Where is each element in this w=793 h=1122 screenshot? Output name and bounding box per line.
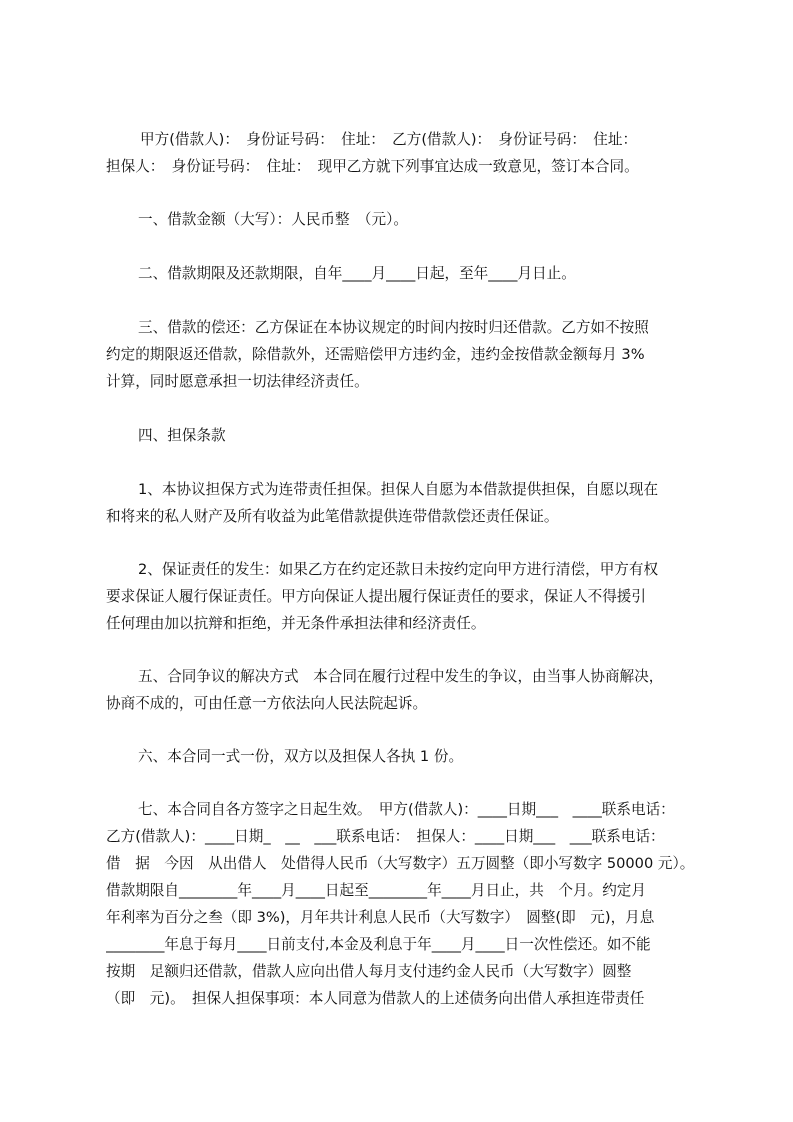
clause-7-line-4: 借款期限自________年____月____日起至________年____月日止，共 个月。约定月: [106, 882, 646, 899]
clause-4-1-line-1: 1、本协议担保方式为连带责任担保。担保人自愿为本借款提供担保，自愿以现在: [138, 481, 659, 498]
clause-3-line-1: 三、借款的偿还：乙方保证在本协议规定的时间内按时归还借款。乙方如不按照: [138, 319, 649, 336]
clause-4-2-line-2: 要求保证人履行保证责任。甲方向保证人提出履行保证责任的要求，保证人不得援引: [106, 588, 646, 605]
clause-7-line-2: 乙方(借款人)：____日期_ __ ___联系电话： 担保人：____日期___ ___联系电话：: [106, 828, 665, 845]
clause-5-line-2: 协商不成的，可由任意一方依法向人民法院起诉。: [106, 695, 428, 712]
clause-7-line-7: 按期 足额归还借款，借款人应向出借人每月支付违约金人民币（大写数字）圆整: [106, 963, 632, 980]
clause-5-line-1: 五、合同争议的解决方式 本合同在履行过程中发生的争议，由当事人协商解决，: [138, 668, 664, 685]
clause-7-line-1: 七、本合同自各方签字之日起生效。 甲方(借款人)：____日期___ ____联系电话：: [138, 801, 675, 818]
clause-4-1-line-2: 和将来的私人财产及所有收益为此笔借款提供连带借款偿还责任保证。: [106, 508, 559, 525]
clause-4-title: 四、担保条款: [138, 427, 226, 444]
clause-3-line-2: 约定的期限返还借款，除借款外，还需赔偿甲方违约金，违约金按借款金额每月 3%: [106, 346, 645, 363]
header-line-2: 担保人： 身份证号码： 住址： 现甲乙方就下列事宜达成一致意见，签订本合同。: [106, 158, 639, 175]
clause-4-2-line-3: 任何理由加以抗辩和拒绝，并无条件承担法律和经济责任。: [106, 615, 486, 632]
clause-2-term: 二、借款期限及还款期限，自年____月____日起，至年____月日止。: [138, 265, 576, 282]
header-line-1: 甲方(借款人)： 身份证号码： 住址： 乙方(借款人)： 身份证号码： 住址：: [140, 131, 638, 148]
clause-3-line-3: 计算，同时愿意承担一切法律经济责任。: [106, 373, 369, 390]
clause-6-copies: 六、本合同一式一份，双方以及担保人各执 1 份。: [138, 748, 464, 765]
clause-4-2-line-1: 2、保证责任的发生：如果乙方在约定还款日未按约定向甲方进行清偿，甲方有权: [138, 561, 659, 578]
clause-7-line-6: ________年息于每月____日前支付,本金及利息于年____月____日一次性偿还。如不能: [106, 936, 651, 953]
clause-7-line-8: （即 元)。 担保人担保事项：本人同意为借款人的上述债务向出借人承担连带责任: [106, 990, 645, 1007]
clause-7-line-5: 年利率为百分之叁（即 3%)，月年共计利息人民币（大写数字） 圆整(即 元)，月息: [106, 909, 655, 926]
clause-1-amount: 一、借款金额（大写）：人民币整 （元）。: [138, 211, 408, 228]
clause-7-line-3: 借 据 今因 从出借人 处借得人民币（大写数字）五万圆整（即小写数字 50000 元）。: [106, 855, 695, 872]
